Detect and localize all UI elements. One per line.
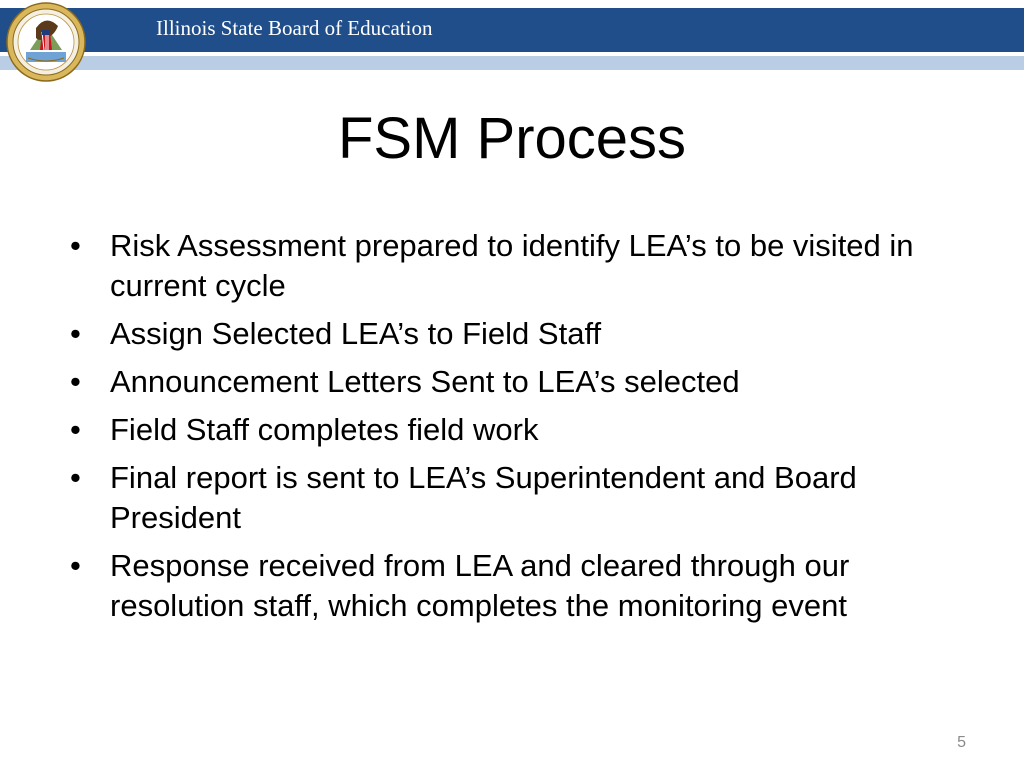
page-number: 5 xyxy=(957,734,966,751)
bullet-text: Announcement Letters Sent to LEA’s selected xyxy=(110,364,740,399)
bullet-text: Field Staff completes field work xyxy=(110,412,539,447)
state-seal-icon xyxy=(6,2,86,82)
organization-name: Illinois State Board of Education xyxy=(156,16,433,40)
bullet-dot-icon: • xyxy=(70,364,81,399)
bullet-list xyxy=(70,226,970,634)
bullet-item xyxy=(70,226,970,306)
bullet-item xyxy=(70,362,970,402)
bullet-item xyxy=(70,410,970,450)
header-stripe xyxy=(0,56,1024,70)
bullet-dot-icon: • xyxy=(70,548,81,583)
bullet-dot-icon: • xyxy=(70,228,81,263)
bullet-text: Final report is sent to LEA’s Superintendent and Board President xyxy=(110,460,857,535)
bullet-dot-icon: • xyxy=(70,460,81,495)
bullet-text: Risk Assessment prepared to identify LEA’s to be visited in current cycle xyxy=(110,228,914,303)
header-banner xyxy=(0,8,1024,52)
bullet-text: Assign Selected LEA’s to Field Staff xyxy=(110,316,602,351)
bullet-item xyxy=(70,458,970,538)
bullet-item xyxy=(70,314,970,354)
bullet-dot-icon: • xyxy=(70,412,81,447)
bullet-dot-icon: • xyxy=(70,316,81,351)
slide-title: FSM Process xyxy=(337,106,687,171)
bullet-text: Response received from LEA and cleared through our resolution staff, which completes the monitoring event xyxy=(110,548,850,623)
bullet-item xyxy=(70,546,970,626)
